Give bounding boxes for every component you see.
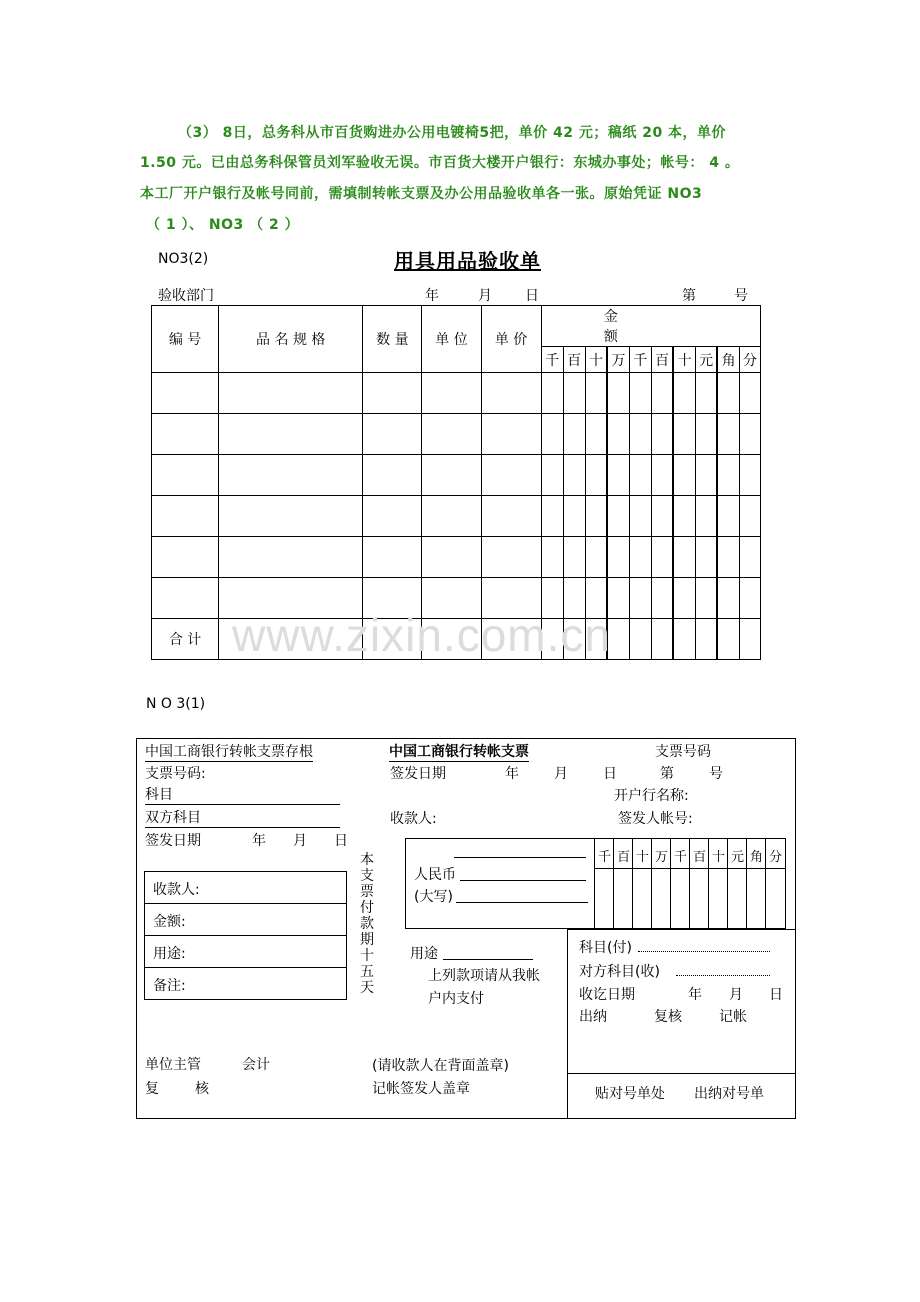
table-cell[interactable] [541, 455, 563, 496]
cashier-label: 出纳 [579, 1009, 607, 1025]
table-cell[interactable] [563, 373, 585, 414]
digit-bai2: 百 [651, 347, 673, 373]
table-cell[interactable] [219, 373, 363, 414]
table-cell[interactable] [422, 373, 481, 414]
table-cell[interactable] [673, 619, 695, 660]
digit-yuan: 元 [695, 347, 717, 373]
table-row [152, 537, 761, 578]
table-row [152, 373, 761, 414]
table-cell[interactable] [651, 619, 673, 660]
table-cell[interactable] [541, 373, 563, 414]
form1-number: N O 3(1) [146, 696, 206, 712]
header-danjia: 单 价 [481, 306, 541, 373]
stub-accountant: 会计 [242, 1057, 270, 1073]
table-cell[interactable] [739, 373, 760, 414]
table-cell[interactable] [607, 496, 629, 537]
paste-place: 贴对号单处 [595, 1086, 665, 1102]
check-label: 复核 [654, 1009, 682, 1025]
table-cell[interactable] [673, 578, 695, 619]
cheque-digit-fen: 分 [769, 850, 783, 865]
table-cell[interactable] [481, 455, 541, 496]
table-cell[interactable] [152, 537, 219, 578]
stub-issue-date: 签发日期 [145, 833, 201, 849]
table-cell[interactable] [363, 373, 422, 414]
table-cell[interactable] [541, 414, 563, 455]
stub-remark: 备注: [153, 978, 186, 994]
table-cell[interactable] [739, 537, 760, 578]
table-cell[interactable] [585, 537, 607, 578]
table-cell[interactable] [422, 455, 481, 496]
table-cell[interactable] [422, 496, 481, 537]
watermark: www.zixin.com.cn [232, 609, 611, 661]
settle-month: 月 [729, 987, 743, 1003]
amount-box [405, 838, 786, 929]
cheque-digit-shi2: 十 [712, 850, 726, 865]
table-cell[interactable] [695, 619, 717, 660]
table-cell[interactable] [607, 373, 629, 414]
cheque-digit-jiao: 角 [750, 850, 764, 865]
table-row [152, 455, 761, 496]
table-cell[interactable] [717, 496, 739, 537]
cheque-drawer-account: 签发人帐号: [618, 811, 693, 827]
cheque-digit-yuan: 元 [731, 850, 745, 865]
table-cell[interactable] [629, 496, 651, 537]
cheque-purpose: 用途 [410, 946, 438, 962]
table-cell[interactable] [629, 578, 651, 619]
table-cell[interactable] [739, 414, 760, 455]
table-cell[interactable] [651, 537, 673, 578]
table-cell[interactable] [739, 496, 760, 537]
table-cell[interactable] [651, 496, 673, 537]
stub-day: 日 [334, 833, 348, 849]
table-cell[interactable] [651, 373, 673, 414]
settle-day: 日 [769, 987, 783, 1003]
intro-line-1: （3） 8日，总务科从市百货购进办公用电镀椅5把，单价 42 元；稿纸 20 本，单价 [178, 125, 727, 141]
table-cell[interactable] [152, 414, 219, 455]
table-cell[interactable] [481, 537, 541, 578]
digit-qian: 千 [541, 347, 563, 373]
table-cell[interactable] [607, 455, 629, 496]
table-cell[interactable] [481, 496, 541, 537]
acceptance-table [151, 305, 761, 660]
digit-bai: 百 [563, 347, 585, 373]
table-cell[interactable] [695, 537, 717, 578]
digit-wan: 万 [607, 347, 629, 373]
stub-review: 复 [145, 1081, 159, 1097]
bookkeep-label: 记帐 [719, 1009, 747, 1025]
validity-vertical-text: 本支票付款期十五天 [360, 852, 374, 996]
cheque-digit-wan: 万 [655, 850, 669, 865]
cheque-bank-name: 开户行名称: [614, 788, 689, 804]
table-cell[interactable] [673, 496, 695, 537]
table-cell[interactable] [673, 414, 695, 455]
cheque-di: 第 [660, 766, 674, 782]
table-cell[interactable] [563, 455, 585, 496]
table-cell[interactable] [219, 414, 363, 455]
form2-day-label: 日 [525, 288, 539, 304]
digit-qian2: 千 [629, 347, 651, 373]
table-cell[interactable] [152, 373, 219, 414]
table-cell[interactable] [673, 373, 695, 414]
table-cell[interactable] [717, 537, 739, 578]
table-cell[interactable] [585, 496, 607, 537]
cheque-note-2: 户内支付 [428, 991, 484, 1007]
cheque-signer-stamp: 记帐签发人盖章 [372, 1081, 470, 1097]
table-cell[interactable] [363, 537, 422, 578]
stub-counter-subject: 双方科目 [145, 807, 340, 828]
cheque-day: 日 [603, 766, 617, 782]
table-cell[interactable] [219, 455, 363, 496]
header-bianhao: 编 号 [152, 306, 219, 373]
table-cell[interactable] [585, 414, 607, 455]
table-cell[interactable] [717, 619, 739, 660]
subject-pay: 科目(付) [579, 940, 632, 956]
digit-jiao: 角 [717, 347, 739, 373]
table-cell[interactable] [629, 455, 651, 496]
settle-date: 收讫日期 [579, 987, 635, 1003]
form2-di-label: 第 [682, 288, 696, 304]
table-cell[interactable] [152, 578, 219, 619]
table-cell[interactable] [481, 373, 541, 414]
cheque-note-1: 上列款项请从我帐 [428, 968, 540, 984]
table-cell[interactable] [363, 496, 422, 537]
table-cell[interactable] [563, 414, 585, 455]
table-cell[interactable] [219, 537, 363, 578]
cheque-digit-qian: 千 [598, 850, 612, 865]
cheque-no-label: 支票号码 [655, 744, 711, 760]
daxie-label: (大写) [414, 889, 453, 905]
table-cell[interactable] [673, 537, 695, 578]
cheque-digit-qian2: 千 [674, 850, 688, 865]
cheque-payee: 收款人: [390, 811, 437, 827]
table-cell[interactable] [541, 496, 563, 537]
table-cell[interactable] [695, 455, 717, 496]
table-cell[interactable] [219, 496, 363, 537]
intro-line-2: 1.50 元。已由总务科保管员刘军验收无误。市百货大楼开户银行：东城办事处；帐号： 4 。 [140, 155, 740, 171]
table-cell[interactable] [152, 496, 219, 537]
table-cell[interactable] [695, 414, 717, 455]
table-cell[interactable] [651, 455, 673, 496]
header-pinming: 品 名 规 格 [219, 306, 363, 373]
stub-purpose: 用途: [153, 946, 186, 962]
header-jine: 金 额 [541, 306, 760, 347]
digit-shi2: 十 [673, 347, 695, 373]
table-cell[interactable] [717, 373, 739, 414]
cheque-stamp-note: (请收款人在背面盖章) [372, 1058, 509, 1074]
cheque-issue-date: 签发日期 [390, 766, 446, 782]
rmb-label: 人民币 [414, 867, 456, 883]
stub-cheque-no: 支票号码: [145, 766, 206, 782]
form2-title: 用具用品验收单 [394, 249, 541, 273]
counter-recv: 对方科目(收) [579, 964, 660, 980]
form2-number: NO3(2) [158, 251, 209, 267]
table-cell[interactable] [481, 414, 541, 455]
form2-month-label: 月 [478, 288, 492, 304]
cheque-month: 月 [554, 766, 568, 782]
digit-shi: 十 [585, 347, 607, 373]
table-cell[interactable] [422, 414, 481, 455]
table-cell[interactable] [651, 414, 673, 455]
table-cell[interactable] [607, 537, 629, 578]
table-cell[interactable] [541, 537, 563, 578]
table-cell[interactable] [563, 537, 585, 578]
table-cell[interactable] [673, 455, 695, 496]
table-cell[interactable] [717, 578, 739, 619]
table-cell[interactable] [563, 496, 585, 537]
table-cell[interactable] [739, 578, 760, 619]
table-cell[interactable] [363, 455, 422, 496]
table-cell[interactable] [585, 373, 607, 414]
header-shuliang: 数 量 [363, 306, 422, 373]
table-cell[interactable] [629, 373, 651, 414]
stub-review-2: 核 [195, 1081, 209, 1097]
table-cell[interactable] [629, 619, 651, 660]
table-cell[interactable] [607, 414, 629, 455]
table-cell[interactable] [651, 578, 673, 619]
cheque-digit-shi: 十 [636, 850, 650, 865]
stub-subject: 科目 [145, 784, 340, 805]
table-row [152, 496, 761, 537]
cheque-digit-bai2: 百 [693, 850, 707, 865]
settle-year: 年 [688, 987, 702, 1003]
table-cell[interactable] [629, 537, 651, 578]
table-cell[interactable] [585, 455, 607, 496]
header-danwei: 单 位 [422, 306, 481, 373]
digit-fen: 分 [739, 347, 760, 373]
form2-dept-label: 验收部门 [158, 288, 214, 304]
cheque-hao: 号 [709, 766, 723, 782]
stub-month: 月 [293, 833, 307, 849]
stub-supervisor: 单位主管 [145, 1057, 201, 1073]
form2-hao-label: 号 [734, 288, 748, 304]
cheque-year: 年 [505, 766, 519, 782]
table-cell[interactable] [422, 537, 481, 578]
table-cell[interactable] [695, 496, 717, 537]
intro-line-4: （ 1 ）、 NO3 （ 2 ） [146, 217, 300, 233]
cheque-digit-bai: 百 [617, 850, 631, 865]
table-cell[interactable] [695, 373, 717, 414]
table-cell[interactable] [739, 619, 760, 660]
form2-year-label: 年 [425, 288, 439, 304]
intro-line-3: 本工厂开户银行及帐号同前，需填制转帐支票及办公用品验收单各一张。原始凭证 NO3 [140, 186, 703, 202]
stub-payee: 收款人: [153, 882, 200, 898]
table-cell[interactable] [717, 455, 739, 496]
stub-amount: 金额: [153, 914, 186, 930]
table-cell[interactable] [739, 455, 760, 496]
total-label: 合 计 [152, 619, 219, 660]
table-cell[interactable] [695, 578, 717, 619]
stub-year: 年 [252, 833, 266, 849]
table-cell[interactable] [629, 414, 651, 455]
cheque-title: 中国工商银行转帐支票 [389, 741, 529, 762]
cashier-no: 出纳对号单 [694, 1086, 764, 1102]
stub-title: 中国工商银行转帐支票存根 [145, 741, 313, 762]
table-cell[interactable] [152, 455, 219, 496]
table-cell[interactable] [363, 414, 422, 455]
table-cell[interactable] [717, 414, 739, 455]
table-row [152, 414, 761, 455]
